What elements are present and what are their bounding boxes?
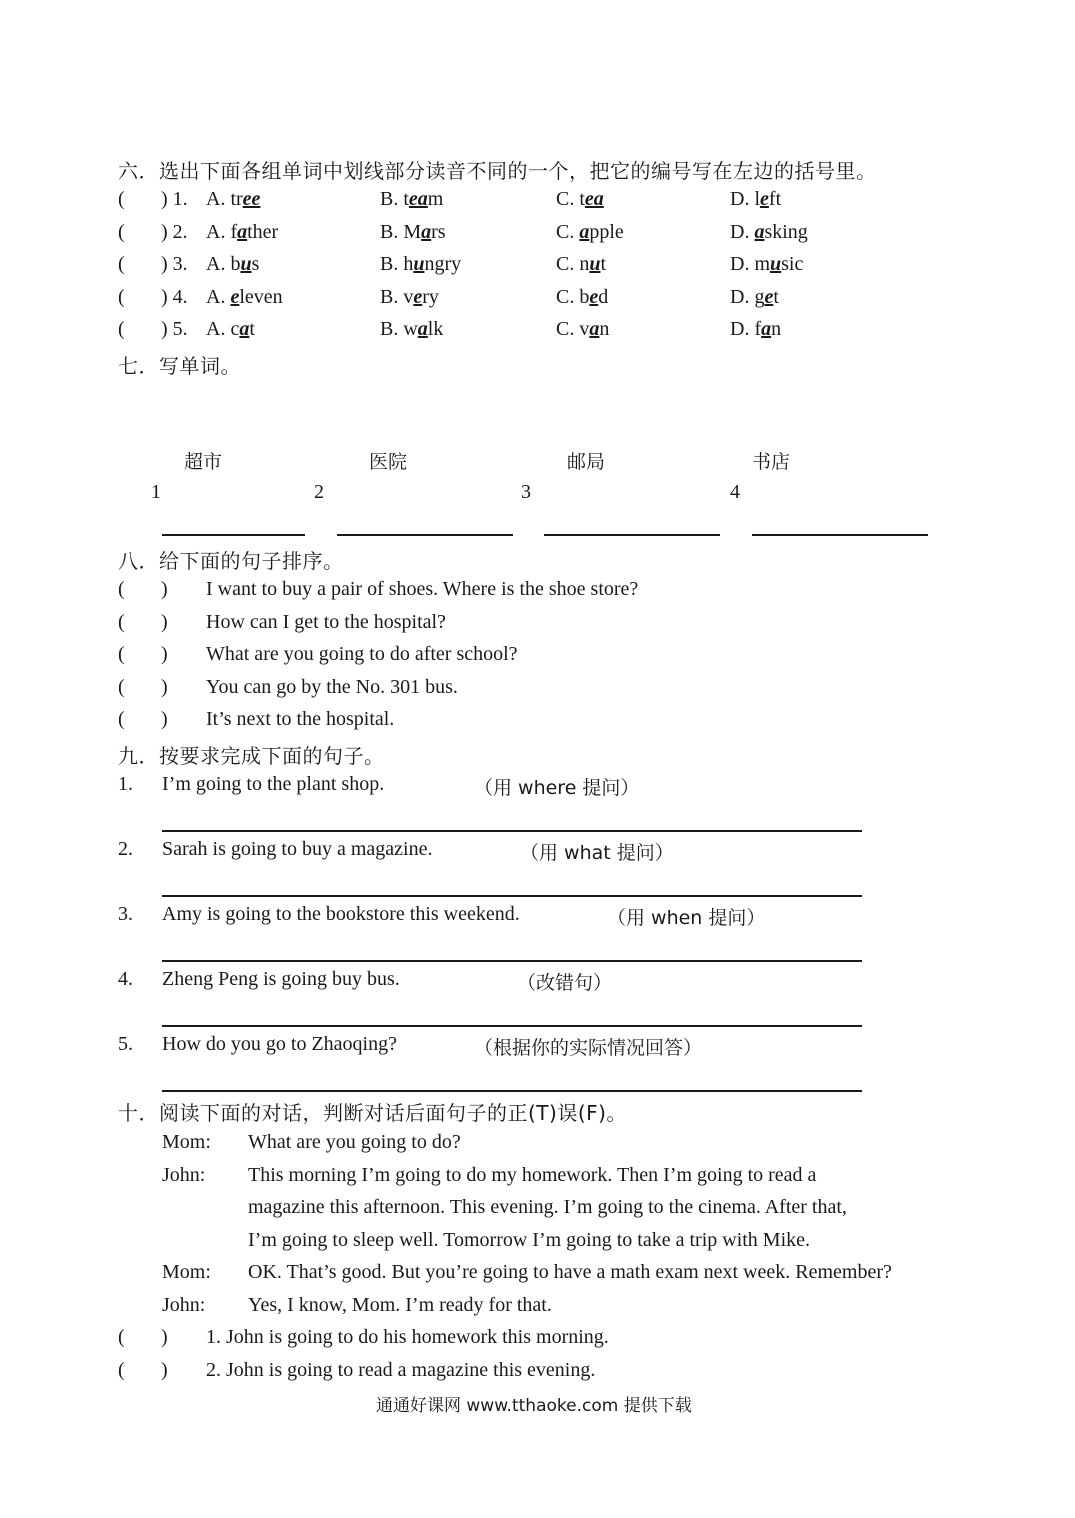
order-sentence: You can go by the No. 301 bus. [206, 676, 458, 698]
option [380, 318, 443, 341]
answer-line[interactable] [162, 1090, 862, 1092]
question-paren[interactable]: ( [118, 221, 125, 243]
order-paren-close: ) [161, 611, 168, 633]
dialog-line: Yes, I know, Mom. I’m ready for that. [248, 1294, 552, 1316]
option-word-start: v [579, 318, 590, 340]
option-word-end: t [773, 286, 779, 308]
footer-text: 通通好课网 www.tthaoke.com 提供下载 [376, 1396, 692, 1416]
underlined-letters: u [413, 253, 425, 275]
option-word-start: b [230, 253, 241, 275]
question-paren[interactable]: ( [118, 286, 125, 308]
option-label: D. [730, 221, 755, 243]
option-label: C. [556, 318, 580, 340]
option-word-end: leven [239, 286, 283, 308]
option-label: D. [730, 318, 755, 340]
word-bookstore: 书店 [752, 451, 791, 473]
question-number: ) 4. [161, 286, 188, 308]
option-label: B. [380, 286, 404, 308]
underlined-letters: a [589, 318, 600, 340]
order-sentence: It’s next to the hospital. [206, 708, 395, 730]
blank-number-4: 4 [730, 481, 740, 503]
section10-title: 十．阅读下面的对话，判断对话后面句子的正(T)误(F)。 [118, 1101, 627, 1125]
question-paren[interactable]: ( [118, 188, 125, 210]
option-word-start: f [230, 221, 238, 243]
blank-number-1: 1 [151, 481, 161, 503]
item-hint: （改错句） [517, 972, 613, 994]
underlined-letters: a [761, 318, 772, 340]
section9-title: 九．按要求完成下面的句子。 [118, 744, 385, 768]
section6-title: 六．选出下面各组单词中划线部分读音不同的一个，把它的编号写在左边的括号里。 [118, 159, 877, 183]
order-sentence: What are you going to do after school? [206, 643, 518, 665]
option-label: A. [206, 286, 231, 308]
option-label: C. [556, 188, 580, 210]
tf-paren-close: ) [161, 1326, 168, 1348]
speaker: John: [162, 1294, 206, 1316]
underlined-letters: u [240, 253, 252, 275]
tf-statement: 1. John is going to do his homework this morning. [206, 1326, 609, 1348]
answer-line-2[interactable] [337, 534, 513, 536]
order-paren-open[interactable]: ( [118, 611, 125, 633]
item-sentence: Sarah is going to buy a magazine. [162, 838, 433, 860]
option [556, 221, 624, 244]
option [206, 253, 259, 276]
option [556, 286, 608, 309]
section8-title: 八．给下面的句子排序。 [118, 549, 344, 573]
option-word-end: n [599, 318, 610, 340]
option-word-end: ft [768, 188, 782, 210]
question-paren[interactable]: ( [118, 318, 125, 340]
question-paren[interactable]: ( [118, 253, 125, 275]
underlined-letters: ea [584, 188, 604, 210]
option-word-start: m [754, 253, 771, 275]
dialog-line: I’m going to sleep well. Tomorrow I’m going to take a trip with Mike. [248, 1228, 811, 1251]
answer-line-3[interactable] [544, 534, 720, 536]
underlined-letters: e [760, 188, 769, 210]
item-hint: （用 when 提问） [607, 907, 766, 929]
option-word-end: t [600, 253, 607, 275]
option [556, 318, 609, 341]
order-paren-open[interactable]: ( [118, 643, 125, 665]
section7-title: 七．写单词。 [118, 354, 241, 378]
item-hint: （根据你的实际情况回答） [474, 1037, 703, 1059]
blank-number-3: 3 [521, 481, 531, 503]
option-label: B. [380, 253, 404, 275]
word-post-office: 邮局 [567, 451, 606, 473]
tf-paren-open[interactable]: ( [118, 1359, 125, 1381]
item-hint: （用 what 提问） [520, 842, 674, 864]
item-number: 5. [118, 1033, 133, 1055]
option-word-start: h [403, 253, 414, 275]
underlined-letters: e [413, 286, 423, 308]
option [206, 221, 278, 244]
order-sentence: How can I get to the hospital? [206, 611, 446, 633]
answer-line[interactable] [162, 830, 862, 832]
option-word-start: M [403, 221, 422, 243]
speaker: John: [162, 1163, 206, 1186]
underlined-letters: e [589, 286, 599, 308]
option [380, 221, 446, 244]
option [380, 188, 443, 211]
option [730, 253, 803, 276]
option-word-start: n [579, 253, 590, 275]
option-word-end: sking [764, 221, 808, 243]
question-number: ) 3. [161, 253, 188, 275]
option-word-end: d [598, 286, 609, 308]
underlined-letters: a [421, 221, 432, 243]
answer-line[interactable] [162, 1025, 862, 1027]
option-label: C. [556, 286, 580, 308]
tf-paren-close: ) [161, 1359, 168, 1381]
option-label: A. [206, 221, 231, 243]
underlined-letters: e [230, 286, 240, 308]
option [730, 221, 808, 244]
order-paren-open[interactable]: ( [118, 708, 125, 730]
option-word-start: c [230, 318, 240, 340]
item-number: 1. [118, 773, 133, 795]
option [380, 253, 461, 276]
answer-line[interactable] [162, 960, 862, 962]
option-word-end: sic [781, 253, 804, 275]
word-hospital: 医院 [369, 451, 408, 473]
question-number: ) 1. [161, 188, 188, 210]
answer-line[interactable] [162, 895, 862, 897]
underlined-letters: a [239, 318, 250, 340]
option [380, 286, 439, 309]
order-paren-close: ) [161, 708, 168, 730]
option-word-start: b [579, 286, 590, 308]
underlined-letters: a [754, 221, 765, 243]
item-sentence: I’m going to the plant shop. [162, 773, 385, 795]
option [730, 188, 781, 211]
tf-paren-open[interactable]: ( [118, 1326, 125, 1348]
option-label: D. [730, 286, 755, 308]
underlined-letters: ee [242, 188, 261, 210]
option-word-end: ngry [424, 253, 462, 275]
option-word-start: v [403, 286, 414, 308]
option-label: D. [730, 253, 755, 275]
answer-line-4[interactable] [752, 534, 928, 536]
option-label: A. [206, 253, 231, 275]
speaker: Mom: [162, 1261, 211, 1284]
question-number: ) 5. [161, 318, 188, 340]
item-number: 3. [118, 903, 133, 925]
option [556, 188, 604, 211]
item-hint: （用 where 提问） [474, 777, 640, 799]
option-word-start: g [754, 286, 765, 308]
question-number: ) 2. [161, 221, 188, 243]
item-sentence: How do you go to Zhaoqing? [162, 1033, 397, 1055]
order-paren-open[interactable]: ( [118, 578, 125, 600]
option-label: C. [556, 221, 580, 243]
option-word-start: l [754, 188, 761, 210]
word-supermarket: 超市 [184, 451, 223, 473]
option-word-start: f [754, 318, 762, 340]
option [206, 188, 260, 211]
option-label: B. [380, 318, 404, 340]
dialog-line: OK. That’s good. But you’re going to have a math exam next week. Remember? [248, 1261, 892, 1284]
option-label: D. [730, 188, 755, 210]
dialog-line: magazine this afternoon. This evening. I’m going to the cinema. After that, [248, 1196, 847, 1219]
speaker: Mom: [162, 1131, 211, 1153]
answer-line-1[interactable] [162, 534, 305, 536]
order-sentence: I want to buy a pair of shoes. Where is the shoe store? [206, 578, 639, 600]
option-word-end: ry [422, 286, 439, 308]
option [730, 286, 779, 309]
underlined-letters: u [589, 253, 601, 275]
option [206, 318, 255, 341]
option-word-end: m [427, 188, 444, 210]
dialog-line: This morning I’m going to do my homework. Then I’m going to read a [248, 1163, 817, 1186]
item-sentence: Amy is going to the bookstore this weekend. [162, 903, 520, 925]
option-word-end: n [771, 318, 782, 340]
option-word-end: lk [427, 318, 444, 340]
order-paren-close: ) [161, 676, 168, 698]
option-word-end: ther [247, 221, 279, 243]
option-word-end: pple [589, 221, 624, 243]
order-paren-open[interactable]: ( [118, 676, 125, 698]
option [730, 318, 781, 341]
option-word-end: t [249, 318, 255, 340]
option-label: A. [206, 318, 231, 340]
option-label: B. [380, 188, 404, 210]
underlined-letters: e [764, 286, 774, 308]
option-word-end: rs [431, 221, 446, 243]
order-paren-close: ) [161, 578, 168, 600]
underlined-letters: a [237, 221, 248, 243]
option-word-start: t [403, 188, 409, 210]
item-number: 4. [118, 968, 133, 990]
option-word-end: s [251, 253, 260, 275]
option [206, 286, 283, 309]
option-word-start: tr [230, 188, 243, 210]
order-paren-close: ) [161, 643, 168, 665]
underlined-letters: a [579, 221, 590, 243]
option-label: B. [380, 221, 404, 243]
dialog-line: What are you going to do? [248, 1131, 461, 1153]
option-word-start: t [579, 188, 585, 210]
item-sentence: Zheng Peng is going buy bus. [162, 968, 400, 990]
item-number: 2. [118, 838, 133, 860]
option-label: A. [206, 188, 231, 210]
underlined-letters: u [770, 253, 782, 275]
option-word-start: w [403, 318, 418, 340]
underlined-letters: ea [408, 188, 428, 210]
tf-statement: 2. John is going to read a magazine this evening. [206, 1359, 596, 1381]
option [556, 253, 606, 276]
underlined-letters: a [417, 318, 428, 340]
option-label: C. [556, 253, 580, 275]
blank-number-2: 2 [314, 481, 324, 503]
